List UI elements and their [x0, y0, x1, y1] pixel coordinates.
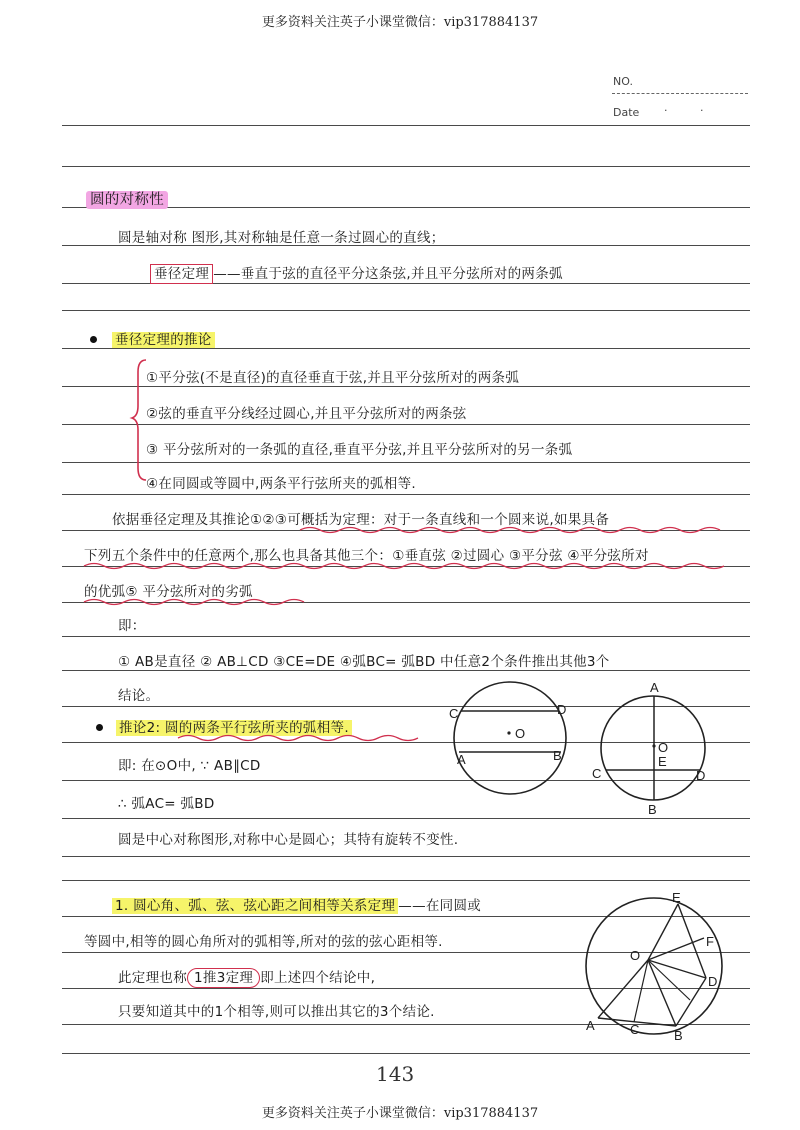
fig2-label-b: B [648, 802, 657, 817]
ruled-line [62, 818, 750, 819]
ruled-line [62, 125, 750, 126]
fig1-label-o: O [515, 726, 526, 741]
section4-title-tail: ——在同圆或 [398, 898, 482, 914]
fig3-label-f: F [706, 934, 714, 949]
theorem-text: ——垂直于弦的直径平分这条弦,并且平分弦所对的两条弧 [213, 266, 563, 282]
theorem-line [150, 262, 563, 282]
corollary2-line: 圆是中心对称图形,对称中心是圆心；其特有旋转不变性. [118, 832, 459, 848]
fig3-label-e: E [672, 890, 681, 905]
corollary-title-text: 垂径定理的推论 [112, 332, 215, 348]
section4-title-text: 1. 圆心角、弧、弦、弦心距之间相等关系定理 [112, 898, 398, 914]
fig3-om [634, 960, 648, 1022]
wavy-underline [84, 561, 724, 571]
section4-line: 等圆中,相等的圆心角所对的弧相等,所对的弦的弦心距相等. [84, 934, 443, 950]
fig1-circle [454, 682, 566, 794]
ruled-line [62, 348, 750, 349]
date-dot: · [700, 104, 704, 117]
corollary-item: ③ 平分弦所对的一条弧的直径,垂直平分弦,并且平分弦所对的另一条弧 [146, 442, 573, 458]
ruled-line [62, 670, 750, 671]
section-title-text: 圆的对称性 [86, 191, 168, 209]
corollary2-line: ∴ 弧AC= 弧BD [118, 796, 215, 812]
ruled-line [62, 462, 750, 463]
section4-line [118, 966, 375, 986]
figure-central-angles [578, 890, 728, 1044]
fig2-circle [601, 696, 705, 800]
fig2-label-c: C [592, 766, 602, 781]
page-number: 143 [376, 1062, 415, 1086]
wavy-underline [84, 597, 314, 607]
conditions-line: ① AB是直径 ② AB⊥CD ③CE=DE ④弧BC= 弧BD 中任意2个条件推出其他3个 [118, 654, 610, 670]
date-dot: · [664, 104, 668, 117]
theorem-name: 垂径定理 [150, 264, 213, 284]
ruled-line [62, 310, 750, 311]
fig2-center [652, 744, 655, 747]
top-banner: 更多资料关注英子小课堂微信：vip317884137 [261, 15, 539, 30]
bottom-banner: 更多资料关注英子小课堂微信：vip317884137 [261, 1106, 539, 1121]
corollary-item: ④在同圆或等圆中,两条平行弦所夹的弧相等. [146, 476, 416, 492]
fig3-label-a: A [586, 1018, 595, 1033]
fig2-label-e: E [658, 754, 667, 769]
figure-perpendicular-diameter [592, 678, 718, 818]
fig1-center [507, 731, 510, 734]
symmetry-statement: 圆是轴对称 图形,其对称轴是任意一条过圆心的直线； [118, 230, 445, 246]
fig1-label-c: C [449, 706, 459, 721]
ruled-line [62, 494, 750, 495]
section4-line: 只要知道其中的1个相等,则可以推出其它的3个结论. [118, 1004, 435, 1020]
bullet-dot [96, 724, 103, 731]
fig2-label-d: D [696, 768, 706, 783]
ruled-line [62, 166, 750, 167]
section4-line3a: 此定理也称 [118, 970, 187, 986]
summary-line: 依据垂径定理及其推论①②③可概括为定理：对于一条直线和一个圆来说,如果具备 [112, 512, 610, 528]
date-label: Date [613, 106, 640, 119]
fig2-label-o: O [658, 740, 669, 755]
ruled-line [62, 424, 750, 425]
fig3-chord-ed [678, 904, 706, 978]
fig1-label-a: A [457, 752, 466, 767]
bullet-dot [90, 336, 97, 343]
corollary-item: ①平分弦(不是直径)的直径垂直于弦,并且平分弦所对的两条弧 [146, 370, 520, 386]
fig3-label-o: O [630, 948, 641, 963]
ruled-line [62, 880, 750, 881]
corollary-item: ②弦的垂直平分线经过圆心,并且平分弦所对的两条弦 [146, 406, 467, 422]
summary-line: 下列五个条件中的任意两个,那么也具备其他三个：①垂直弦 ②过圆心 ③平分弦 ④平分弦所对 [84, 548, 649, 564]
conclusion-label: 结论。 [118, 688, 160, 704]
fig3-label-b: B [674, 1028, 683, 1043]
figure-parallel-chords [445, 676, 575, 816]
no-label: NO. [613, 75, 633, 88]
fig3-oa [598, 960, 648, 1018]
corollary2-line: 即: 在⊙O中, ∵ AB∥CD [118, 758, 261, 774]
ruled-line [62, 856, 750, 857]
corollary2-title-text: 推论2: 圆的两条平行弦所夹的弧相等. [116, 720, 352, 736]
fig3-label-c: C [630, 1022, 640, 1037]
fig1-label-d: D [557, 702, 567, 717]
fig3-chord-db [676, 978, 706, 1026]
ruled-line [62, 636, 750, 637]
corollary-title [112, 328, 215, 348]
fig3-ob [648, 960, 676, 1026]
wavy-underline [178, 733, 418, 743]
summary-line: 的优弧⑤ 平分弦所对的劣弧 [84, 584, 253, 600]
no-dashed-line [612, 93, 748, 94]
ji-label: 即： [118, 618, 146, 634]
one-implies-three-oval: 1推3定理 [187, 968, 260, 988]
section4-line3b: 即上述四个结论中, [260, 970, 376, 986]
fig3-oe [648, 904, 678, 960]
fig1-label-b: B [553, 748, 562, 763]
section-title [86, 188, 168, 209]
fig3-label-d: D [708, 974, 718, 989]
section4-title [112, 894, 481, 914]
ruled-line [62, 1053, 750, 1054]
ruled-line [62, 386, 750, 387]
wavy-underline [300, 525, 730, 535]
fig2-label-a: A [650, 680, 659, 695]
